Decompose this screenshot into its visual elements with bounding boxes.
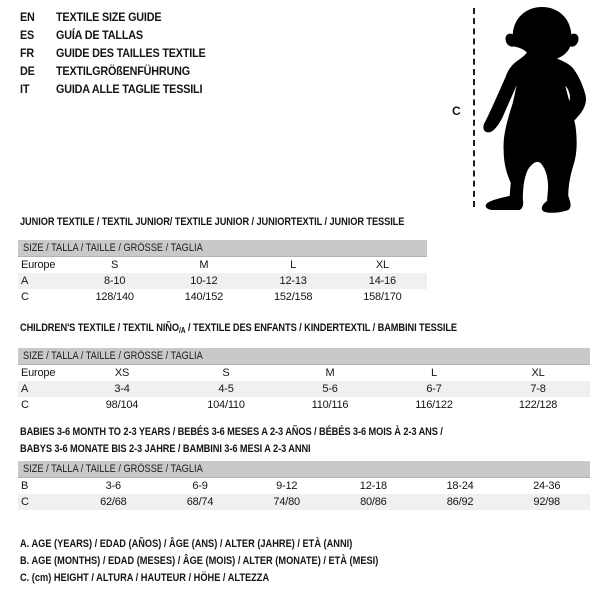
legend-note-c: C. (cm) HEIGHT / ALTURA / HAUTEUR / HÖHE / ALTEZZA [20, 572, 270, 584]
language-list [20, 8, 226, 98]
babies-size-table [18, 461, 590, 510]
age-cell: 12-13 [279, 275, 307, 287]
table-row-height [18, 397, 590, 413]
table-row-europe [18, 257, 427, 273]
age-cell: 12-18 [359, 480, 387, 492]
table-row-age [18, 273, 427, 289]
row-label: A [21, 275, 29, 287]
language-code: ES [20, 28, 35, 42]
language-title: GUIDA ALLE TAGLIE TESSILI [56, 82, 203, 96]
children-table-title: CHILDREN'S TEXTILE / TEXTIL $NIÑO_{/A}$ / TEXTILE DES ENFANTS / KINDERTEXTIL / BAMBINI TESSILE [20, 322, 457, 335]
age-cell: 10-12 [190, 275, 218, 287]
baby-silhouette-icon [478, 5, 600, 213]
size-cell: L [431, 367, 437, 379]
row-label: A [21, 383, 29, 395]
legend-notes [20, 536, 447, 587]
junior-size-table [18, 240, 427, 305]
row-label: Europe [21, 367, 56, 379]
language-row-de [20, 62, 226, 80]
junior-table-title: JUNIOR TEXTILE / TEXTIL JUNIOR/ TEXTILE JUNIOR / JUNIORTEXTIL / JUNIOR TESSILE [20, 216, 405, 228]
language-row-fr [20, 44, 226, 62]
title-subscript: /A [178, 326, 186, 335]
language-code: IT [20, 82, 30, 96]
height-cell: 86/92 [446, 496, 474, 508]
age-cell: 9-12 [276, 480, 298, 492]
language-row-it [20, 80, 226, 98]
language-code: FR [20, 46, 35, 60]
row-label: C [21, 291, 29, 303]
legend-note-b: B. AGE (MONTHS) / EDAD (MESES) / ÂGE (MOIS) / ALTER (MONATE) / ETÀ (MESI) [20, 555, 379, 567]
height-cell: 128/140 [95, 291, 134, 303]
language-title: TEXTILGRÖßENFÜHRUNG [56, 64, 190, 78]
row-label: C [21, 399, 29, 411]
age-cell: 5-6 [322, 383, 338, 395]
children-size-table [18, 348, 590, 413]
age-cell: 18-24 [446, 480, 474, 492]
height-cell: 74/80 [273, 496, 300, 508]
height-cell: 140/152 [184, 291, 224, 303]
age-cell: 3-6 [105, 480, 121, 492]
height-cell: 152/158 [273, 291, 313, 303]
language-row-en [20, 8, 226, 26]
age-cell: 6-9 [192, 480, 208, 492]
height-cell: 158/170 [363, 291, 402, 303]
age-cell: 24-36 [533, 480, 561, 492]
height-measure-dashed-line [473, 8, 475, 207]
height-cell: 122/128 [518, 399, 558, 411]
age-cell: 6-7 [426, 383, 442, 395]
height-cell: 104/110 [207, 399, 245, 411]
height-cell: 80/86 [360, 496, 387, 508]
language-title: GUÍA DE TALLAS [56, 28, 143, 42]
size-header-bar: SIZE / TALLA / TAILLE / GRÖSSE / TAGLIA [18, 240, 427, 257]
age-cell: 8-10 [104, 275, 126, 287]
height-cell: 98/104 [105, 399, 139, 411]
size-header-bar: SIZE / TALLA / TAILLE / GRÖSSE / TAGLIA [18, 461, 590, 478]
table-row-age-months [18, 478, 590, 494]
language-title: TEXTILE SIZE GUIDE [56, 10, 162, 24]
height-measure-label: C [452, 104, 461, 118]
height-cell: 62/68 [100, 496, 127, 508]
table-row-europe [18, 365, 590, 381]
row-label: B [21, 480, 29, 492]
size-cell: S [222, 367, 230, 379]
table-row-height [18, 289, 427, 305]
size-cell: XL [375, 259, 389, 271]
language-code: DE [20, 64, 35, 78]
size-cell: XS [114, 367, 130, 379]
age-cell: 7-8 [530, 383, 546, 395]
table-row-height [18, 494, 590, 510]
language-row-es [20, 26, 226, 44]
row-label: Europe [21, 259, 56, 271]
height-cell: 116/122 [415, 399, 453, 411]
size-cell: XL [531, 367, 545, 379]
babies-table-title: BABIES 3-6 MONTH TO 2-3 YEARS / BEBÉS 3-6 MESES A 2-3 AÑOS / BÉBÉS 3-6 MOIS À 2-3 ANS / BABYS 3-6 MONATE BIS 2-3 JAHRE / BAMBINI 3-6 MESI A 2-3 ANNI [20, 426, 443, 455]
age-cell: 3-4 [114, 383, 130, 395]
age-cell: 14-16 [368, 275, 396, 287]
table-row-age [18, 381, 590, 397]
legend-note-a: A. AGE (YEARS) / EDAD (AÑOS) / ÂGE (ANS) / ALTER (JAHRE) / ETÀ (ANNI) [20, 538, 353, 550]
height-cell: 68/74 [186, 496, 214, 508]
size-cell: S [111, 259, 119, 271]
language-code: EN [20, 10, 35, 24]
size-header-bar: SIZE / TALLA / TAILLE / GRÖSSE / TAGLIA [18, 348, 590, 365]
age-cell: 4-5 [218, 383, 234, 395]
height-cell: 110/116 [311, 399, 349, 411]
height-cell: 92/98 [533, 496, 560, 508]
size-cell: M [199, 259, 209, 271]
language-title: GUIDE DES TAILLES TEXTILE [56, 46, 206, 60]
row-label: C [21, 496, 29, 508]
size-cell: M [325, 367, 335, 379]
size-cell: L [290, 259, 297, 271]
